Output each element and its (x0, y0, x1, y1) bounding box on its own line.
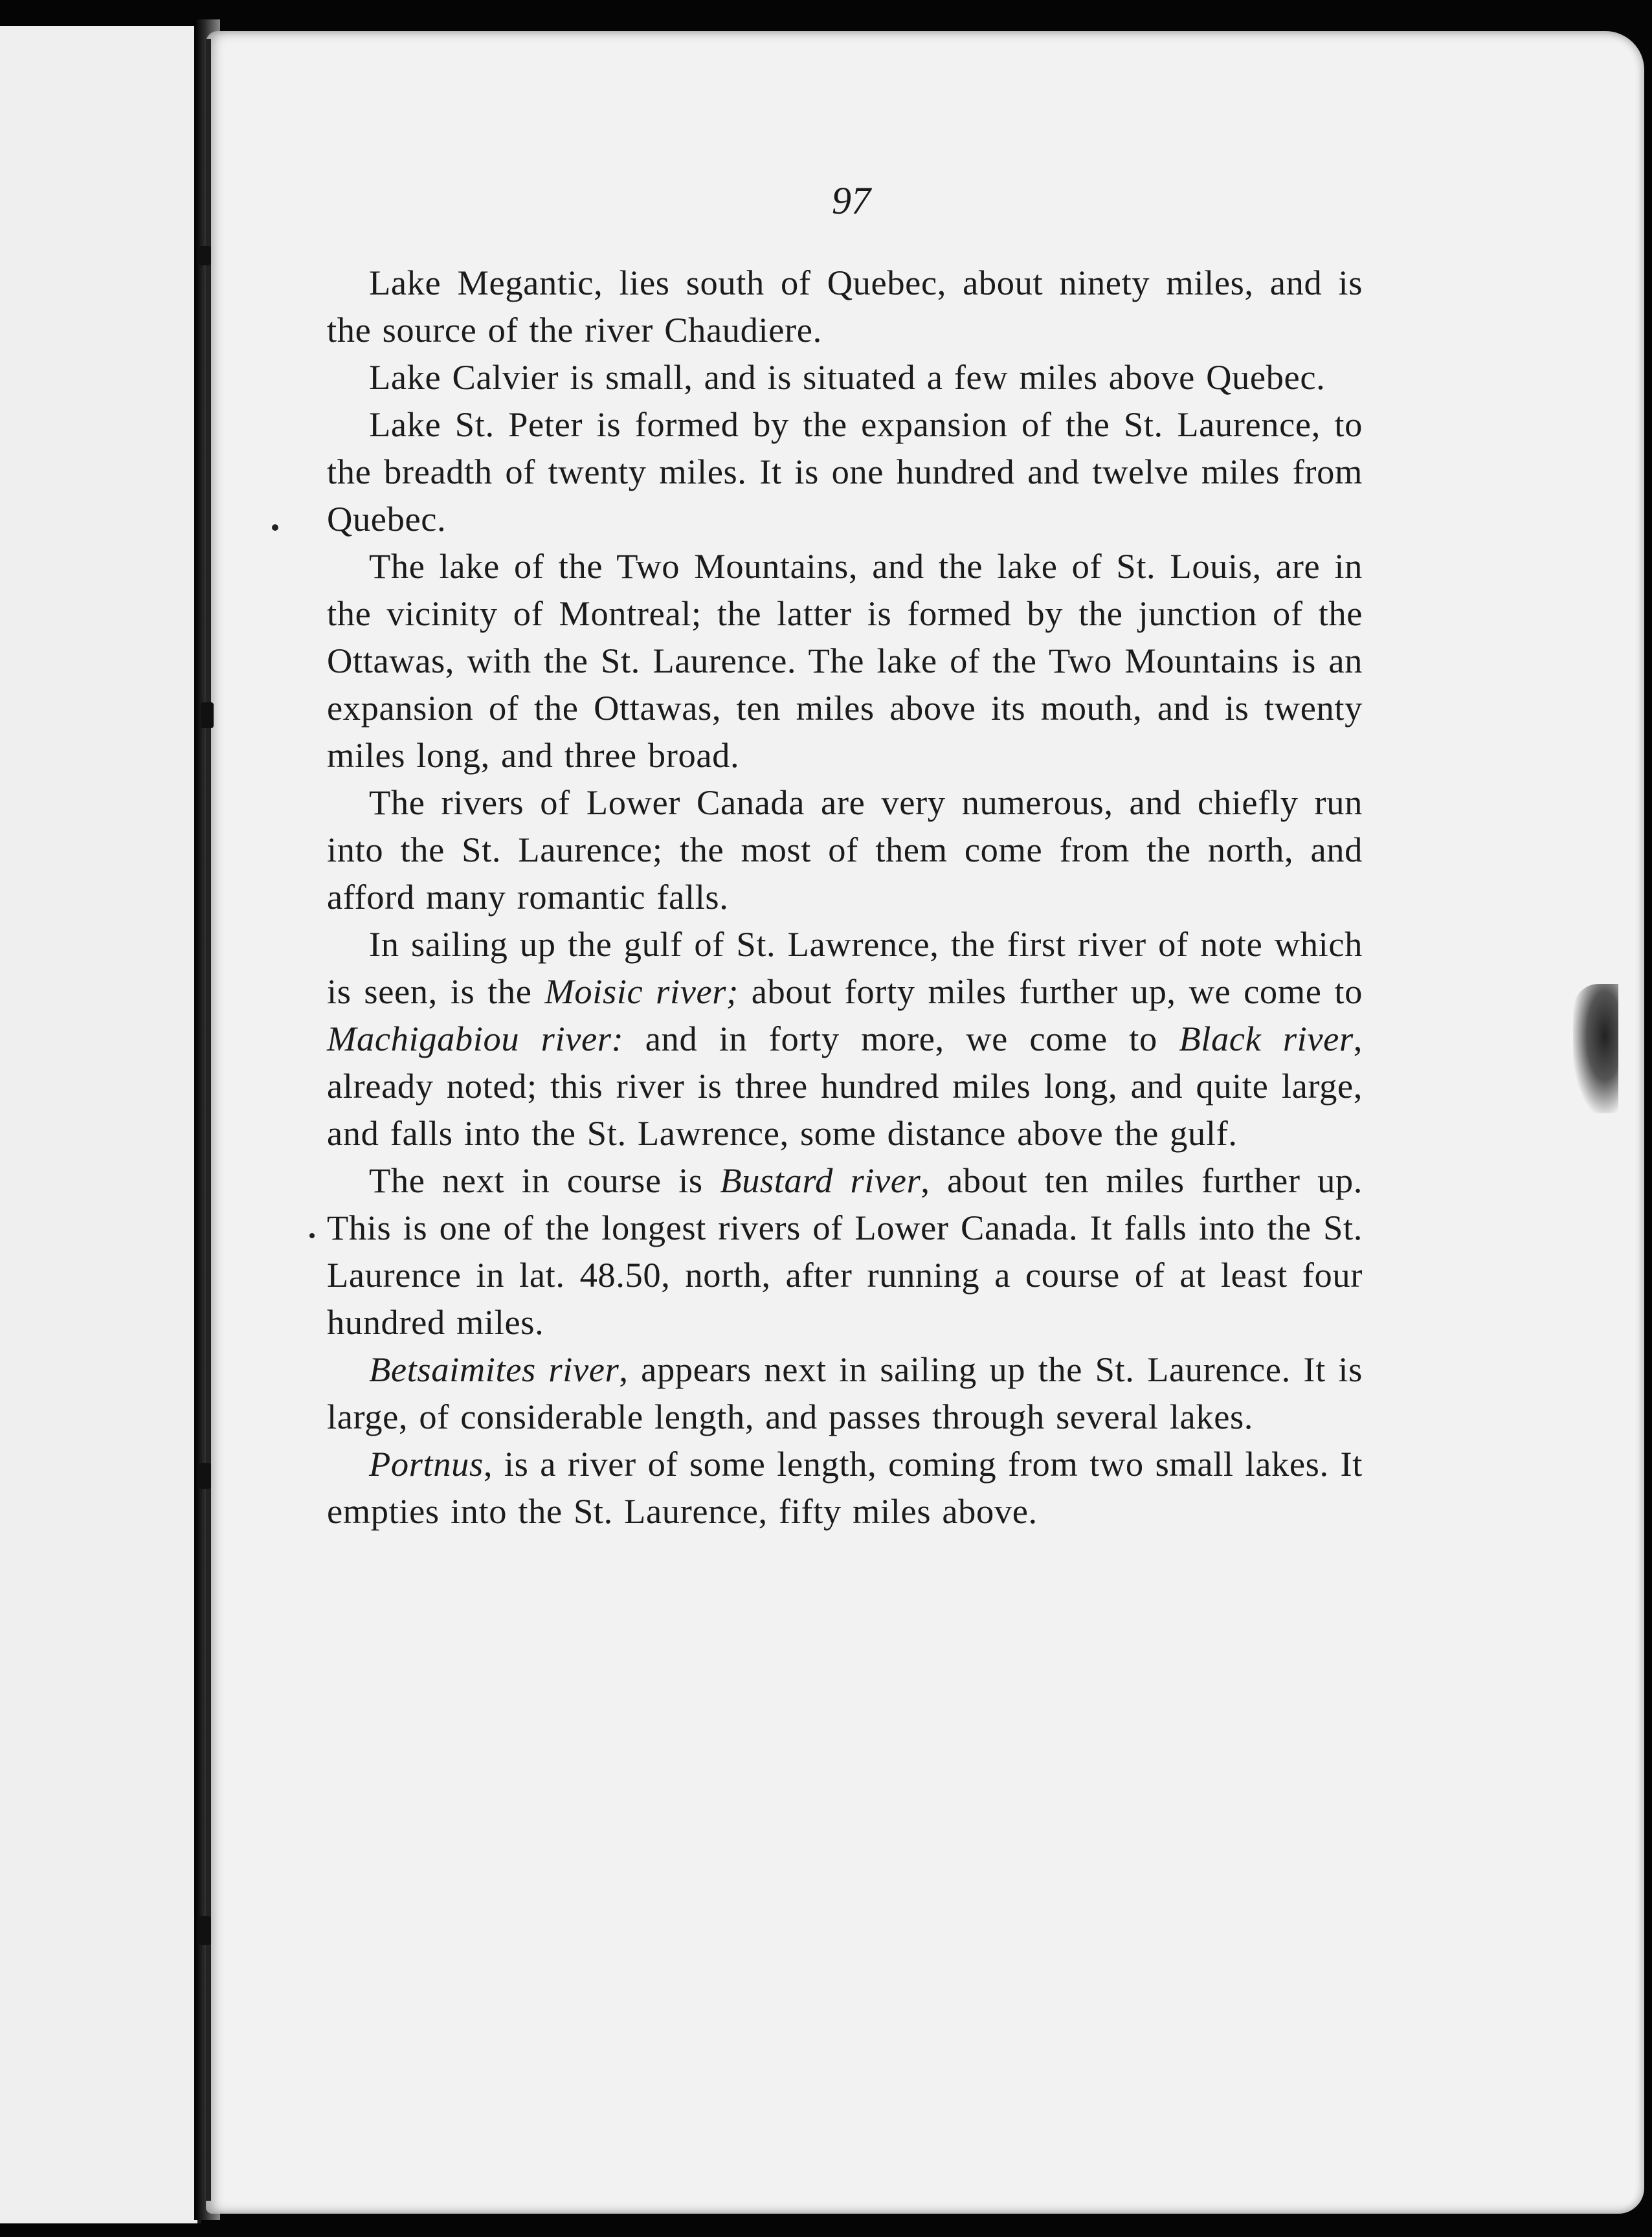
page-number: 97 (832, 179, 871, 222)
left-page-line-endings (0, 298, 68, 1893)
paragraph-text: Lake St. Peter is formed by the expansion of the St. Laurence, to the breadth of twenty miles. It is one hundred and twelve miles from Quebec. (327, 405, 1363, 539)
page-body-text (327, 259, 1363, 1535)
italic-river-name: Machigabiou river: (327, 1019, 624, 1058)
paragraph-text: The rivers of Lower Canada are very numerous, and chiefly run into the St. Laurence; the most of them come from the north, and afford many romantic falls. (327, 783, 1363, 917)
paragraph-portnus (327, 1440, 1363, 1535)
paragraph-calvier (327, 353, 1363, 401)
ink-speck (309, 1233, 315, 1238)
paragraph-megantic (327, 259, 1363, 353)
paragraph-st-peter (327, 401, 1363, 542)
italic-river-name: Moisic river; (544, 972, 739, 1011)
italic-river-name: Black river (1179, 1019, 1354, 1058)
italic-river-name: Betsaimites river (369, 1350, 620, 1389)
paragraph-text: Lake Calvier is small, and is situated a few miles above Quebec. (369, 357, 1326, 397)
paragraph-two-mountains (327, 542, 1363, 779)
paragraph-sailing (327, 920, 1363, 1157)
paragraph-text: about forty miles further up, we come to (738, 972, 1363, 1011)
page-edge-smudge (1573, 984, 1618, 1113)
paragraph-text: and in forty more, we come to (623, 1019, 1179, 1058)
paragraph-text: In sailing up the gulf of St. Lawrence, the first river of note which is seen, is the (327, 924, 1363, 1011)
ink-speck (272, 524, 278, 531)
binding-stitch-mark (198, 1916, 211, 1945)
paragraph-text: The next in course is (369, 1161, 720, 1200)
paragraph-text: The lake of the Two Mountains, and the lake of St. Louis, are in the vicinity of Montreal; the latter is formed by the junction of the Ottawas, with the St. Laurence. The lake of the Two Mountains is an expansion of the Ottawas, ten miles above its mouth, and is twenty miles long, and three broad. (327, 546, 1363, 775)
paragraph-betsaimites (327, 1346, 1363, 1440)
paragraph-text: , appears next in sailing up the St. Laurence. It is large, of considerable length, and passes through several lakes. (327, 1350, 1363, 1436)
binding-stitch-mark (201, 702, 214, 728)
italic-river-name: Bustard river (720, 1161, 921, 1200)
paragraph-text: Lake Megantic, lies south of Quebec, about ninety miles, and is the source of the river Chaudiere. (327, 263, 1363, 350)
italic-river-name: Portnus (369, 1444, 484, 1484)
paragraph-rivers (327, 779, 1363, 920)
paragraph-text: , is a river of some length, coming from two small lakes. It empties into the St. Laurence, fifty miles above. (327, 1444, 1363, 1531)
paragraph-bustard (327, 1157, 1363, 1346)
binding-stitch-mark (198, 1463, 211, 1489)
paragraph-text: , already noted; this river is three hundred miles long, and quite large, and falls into the St. Lawrence, some distance above the gulf. (327, 1019, 1363, 1153)
left-facing-page (0, 26, 201, 2223)
binding-edge (206, 39, 211, 2201)
paragraph-text: , about ten miles further up. This is one of the longest rivers of Lower Canada. It falls into the St. Laurence in lat. 48.50, north, after running a course of at least four hundred miles. (327, 1161, 1363, 1342)
binding-stitch-mark (198, 246, 211, 265)
